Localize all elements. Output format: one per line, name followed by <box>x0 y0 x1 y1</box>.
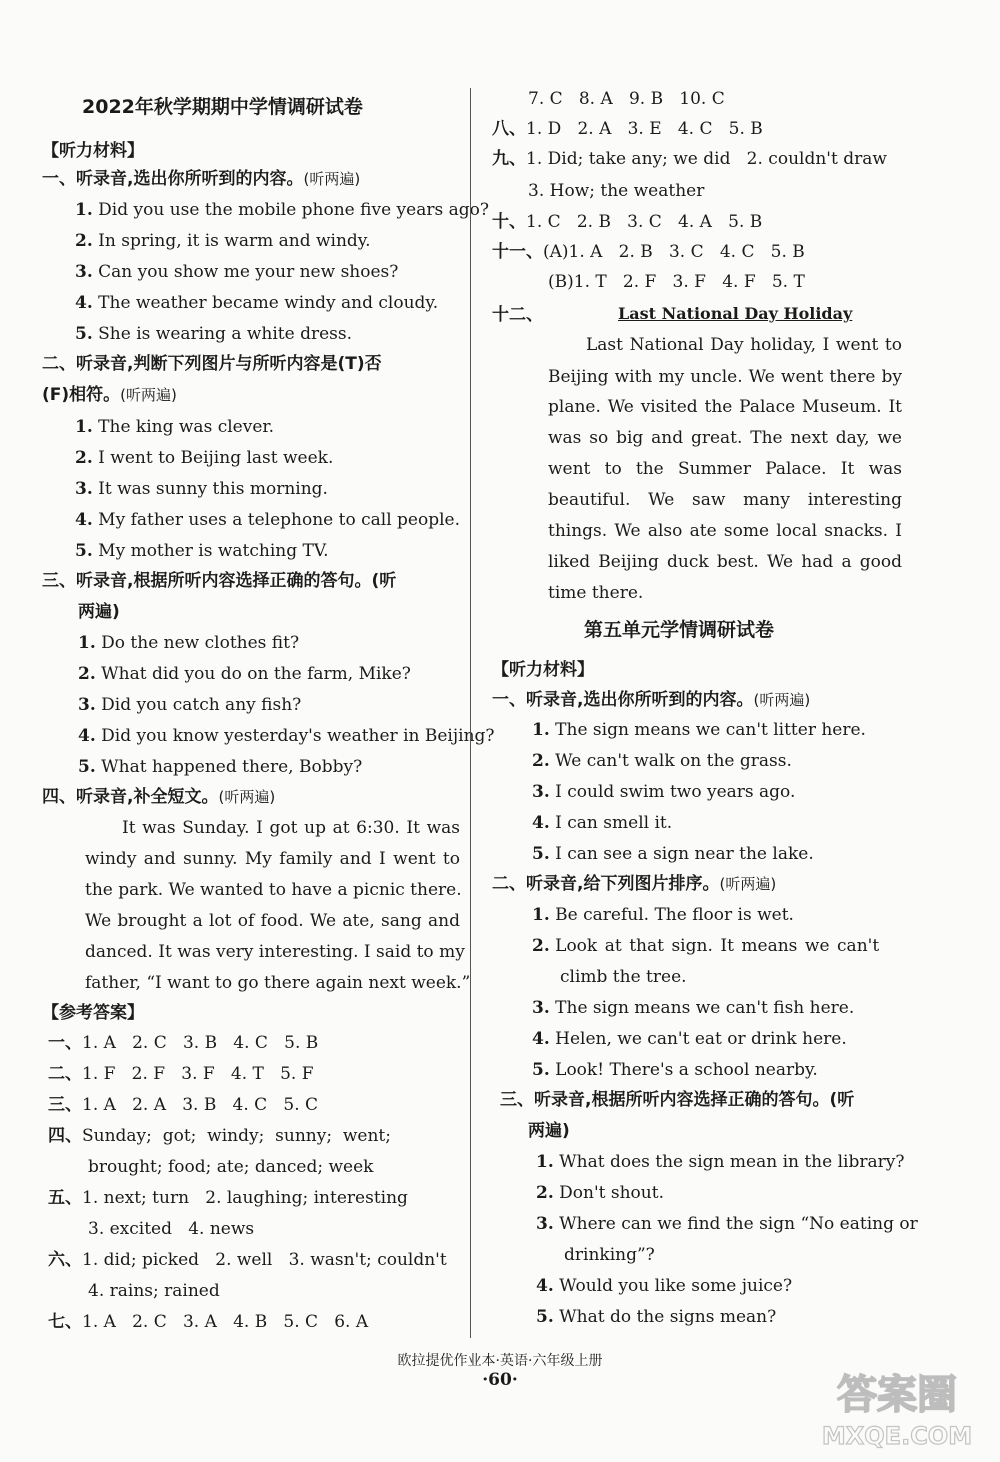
section-heading: (F)相符。(听两遍) <box>42 385 177 405</box>
passage-line: danced. It was very interesting. I said to my <box>85 942 465 962</box>
essay-line: plane. We visited the Palace Museum. It <box>548 397 902 417</box>
essay-line: went to the Summer Palace. It was <box>548 459 902 479</box>
answer-row: 四、Sunday; got; windy; sunny; went; <box>48 1126 391 1146</box>
section-heading: 两遍) <box>528 1121 570 1141</box>
list-item: 5. My mother is watching TV. <box>75 541 329 561</box>
answer-row: 4. rains; rained <box>88 1281 220 1301</box>
list-item: 2. I went to Beijing last week. <box>75 448 334 468</box>
list-item: 1. Do the new clothes fit? <box>78 633 300 653</box>
section-heading: 二、听录音,判断下列图片与所听内容是(T)否 <box>42 354 382 374</box>
list-item: 2. We can't walk on the grass. <box>532 751 792 771</box>
list-item: 3. I could swim two years ago. <box>532 782 796 802</box>
answer-row: 三、1. A 2. A 3. B 4. C 5. C <box>48 1095 319 1115</box>
section-heading: 三、听录音,根据所听内容选择正确的答句。(听 <box>500 1090 855 1110</box>
list-item: 4. Helen, we can't eat or drink here. <box>532 1029 847 1049</box>
page-number: ·60· <box>482 1370 518 1390</box>
answer-row: 3. excited 4. news <box>88 1219 255 1239</box>
section-heading: 三、听录音,根据所听内容选择正确的答句。(听 <box>42 571 397 591</box>
section-heading: 四、听录音,补全短文。(听两遍) <box>42 787 276 807</box>
list-item-continued: drinking”? <box>564 1245 655 1265</box>
essay-line: things. We also ate some local snacks. I <box>548 521 902 541</box>
list-item-continued: climb the tree. <box>560 967 687 987</box>
answer-row: 7. C 8. A 9. B 10. C <box>528 89 725 109</box>
unit-title: 第五单元学情调研试卷 <box>584 619 775 641</box>
exam-title: 2022年秋学期期中学情调研试卷 <box>82 96 363 118</box>
answer-row: brought; food; ate; danced; week <box>88 1157 374 1177</box>
list-item: 4. I can smell it. <box>532 813 673 833</box>
essay-line: beautiful. We saw many interesting <box>548 490 902 510</box>
answer-row: 七、1. A 2. C 3. A 4. B 5. C 6. A <box>48 1312 369 1332</box>
answer-row: 十一、(A)1. A 2. B 3. C 4. C 5. B <box>492 242 805 262</box>
answer-row: 八、1. D 2. A 3. E 4. C 5. B <box>492 119 763 139</box>
answer-row: 五、1. next; turn 2. laughing; interesting <box>48 1188 408 1208</box>
answer-row: 二、1. F 2. F 3. F 4. T 5. F <box>48 1064 314 1084</box>
svg-text:MXQE.COM: MXQE.COM <box>821 1422 973 1450</box>
section-heading: 二、听录音,给下列图片排序。(听两遍) <box>492 874 777 894</box>
list-item: 4. My father uses a telephone to call people. <box>75 510 461 530</box>
answer-row: 九、1. Did; take any; we did 2. couldn't draw <box>492 149 887 169</box>
svg-text:答案圈: 答案圈 <box>837 1372 957 1418</box>
list-item: 2. In spring, it is warm and windy. <box>75 231 371 251</box>
list-item: 4. Would you like some juice? <box>536 1276 793 1296</box>
section-heading: 一、听录音,选出你所听到的内容。(听两遍) <box>492 690 811 710</box>
essay-line: liked Beijing duck best. We had a good <box>548 552 902 572</box>
list-item: 1. What does the sign mean in the library? <box>536 1152 905 1172</box>
list-item: 5. What happened there, Bobby? <box>78 757 363 777</box>
answer-row: 3. How; the weather <box>528 181 705 201</box>
list-item: 3. Where can we find the sign “No eating or <box>536 1214 918 1234</box>
watermark-logo <box>802 1356 992 1456</box>
list-item: 5. What do the signs mean? <box>536 1307 777 1327</box>
answer-row: 十、1. C 2. B 3. C 4. A 5. B <box>492 212 763 232</box>
list-item: 1. The king was clever. <box>75 417 275 437</box>
answers-tag: 【参考答案】 <box>42 1003 144 1023</box>
list-item: 1. Did you use the mobile phone five years ago? <box>75 200 489 220</box>
essay-label: 十二、 <box>492 305 543 325</box>
section-heading: 一、听录音,选出你所听到的内容。(听两遍) <box>42 169 361 189</box>
section-heading: 两遍) <box>78 602 120 622</box>
list-item: 4. The weather became windy and cloudy. <box>75 293 439 313</box>
list-item: 2. Don't shout. <box>536 1183 664 1203</box>
passage-line: We brought a lot of food. We ate, sang and <box>85 911 460 931</box>
passage-line: father, “I want to go there again next week.” <box>85 973 471 993</box>
list-item: 3. Can you show me your new shoes? <box>75 262 399 282</box>
answer-row: (B)1. T 2. F 3. F 4. F 5. T <box>548 272 805 292</box>
list-item: 2. What did you do on the farm, Mike? <box>78 664 411 684</box>
list-item: 3. It was sunny this morning. <box>75 479 328 499</box>
list-item: 5. I can see a sign near the lake. <box>532 844 814 864</box>
essay-line: Last National Day holiday, I went to <box>586 335 902 355</box>
list-item: 4. Did you know yesterday's weather in Beijing? <box>78 726 495 746</box>
essay-line: time there. <box>548 583 644 603</box>
essay-line: Beijing with my uncle. We went there by <box>548 367 902 387</box>
list-item: 1. The sign means we can't litter here. <box>532 720 866 740</box>
list-item: 3. The sign means we can't fish here. <box>532 998 855 1018</box>
list-item: 1. Be careful. The floor is wet. <box>532 905 794 925</box>
passage-line: windy and sunny. My family and I went to <box>85 849 460 869</box>
list-item: 3. Did you catch any fish? <box>78 695 302 715</box>
footer-book-title: 欧拉提优作业本·英语·六年级上册 <box>397 1353 603 1369</box>
listening-tag: 【听力材料】 <box>492 660 594 680</box>
answer-row: 六、1. did; picked 2. well 3. wasn't; couldn't <box>48 1250 447 1270</box>
list-item: 5. Look! There's a school nearby. <box>532 1060 818 1080</box>
list-item: 5. She is wearing a white dress. <box>75 324 353 344</box>
essay-line: was so big and great. The next day, we <box>548 428 902 448</box>
passage-line: the park. We wanted to have a picnic there. <box>85 880 462 900</box>
passage-line: It was Sunday. I got up at 6:30. It was <box>122 818 460 838</box>
essay-title: Last National Day Holiday <box>618 304 853 323</box>
list-item: 2. Look at that sign. It means we can't <box>532 936 880 956</box>
column-divider <box>470 88 471 1338</box>
listening-tag: 【听力材料】 <box>42 141 144 161</box>
answer-row: 一、1. A 2. C 3. B 4. C 5. B <box>48 1033 319 1053</box>
